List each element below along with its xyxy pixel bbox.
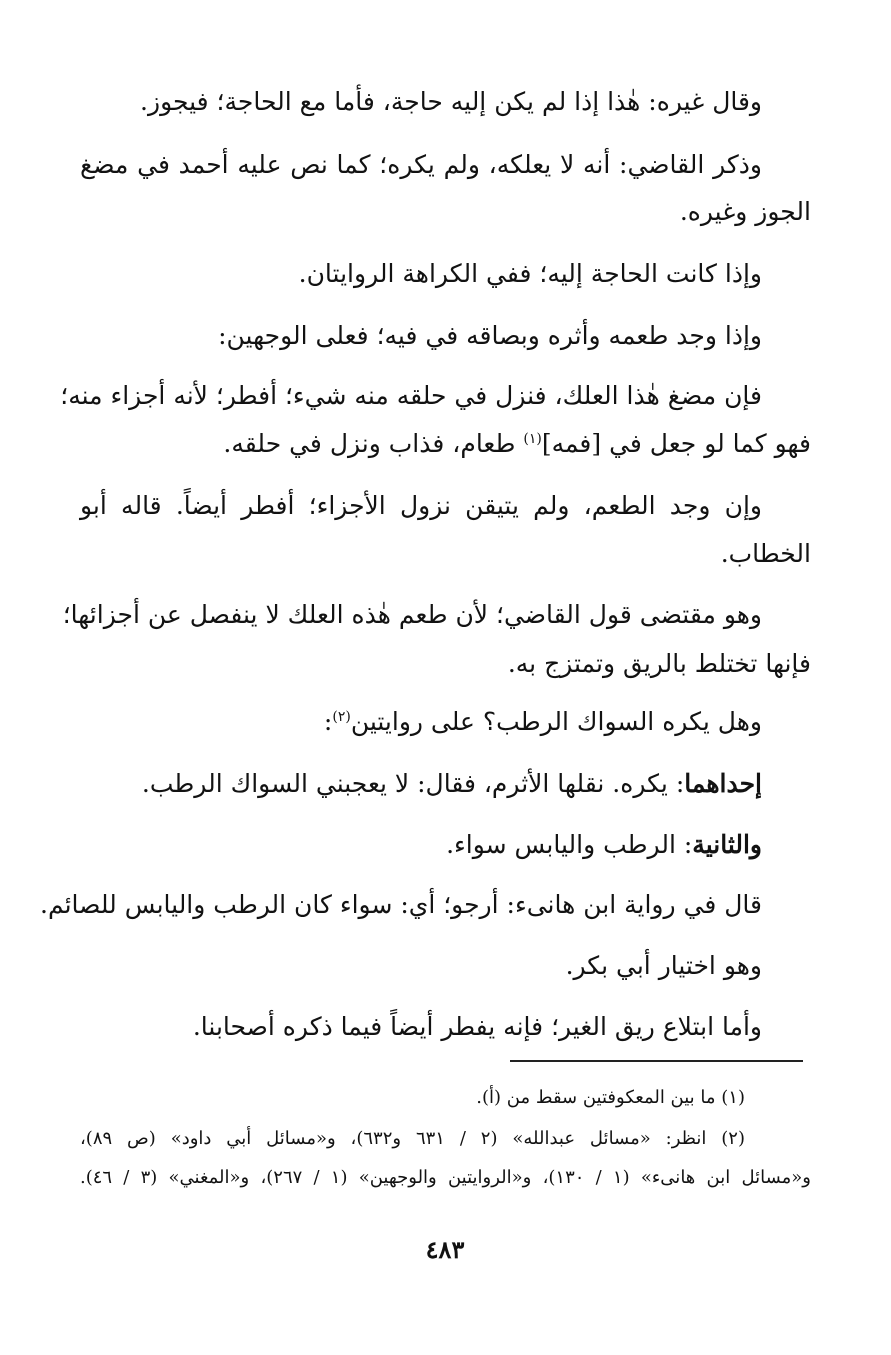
paragraph-7-line-1: وهو مقتضى قول القاضي؛ لأن طعم هٰذه العلك لا ينفصل عن أجزائها؛ xyxy=(62,600,762,629)
paragraph-8 xyxy=(80,706,811,737)
paragraph-11: قال في رواية ابن هانىء: أرجو؛ أي: سواء كان الرطب واليابس للصائم. xyxy=(40,890,762,919)
paragraph-8-before-footnote: وهل يكره السواك الرطب؟ على روايتين xyxy=(350,707,762,736)
paragraph-3: وإذا كانت الحاجة إليه؛ ففي الكراهة الروايتان. xyxy=(298,259,762,288)
paragraph-5-line-1: فإن مضغ هٰذا العلك، فنزل في حلقه منه شيء؛ أفطر؛ لأنه أجزاء منه؛ xyxy=(60,381,762,410)
first-narration-text: : يكره. نقلها الأثرم، فقال: لا يعجبني السواك الرطب. xyxy=(141,769,685,798)
second-narration-text: : الرطب واليابس سواء. xyxy=(446,830,693,859)
paragraph-2-line-2: الجوز وغيره. xyxy=(679,197,811,226)
footnote-marker-1: (١) xyxy=(523,431,542,447)
paragraph-5-line-2 xyxy=(80,428,811,459)
paragraph-6-line-1: وإن وجد الطعم، ولم يتيقن نزول الأجزاء؛ أفطر أيضاً. قاله أبو xyxy=(80,491,762,520)
paragraph-10 xyxy=(80,829,811,860)
paragraph-7-line-2: فإنها تختلط بالريق وتمتزج به. xyxy=(507,649,811,678)
paragraph-8-after-footnote: : xyxy=(323,707,333,736)
page-number: ٤٨٣ xyxy=(425,1235,465,1264)
paragraph-13: وأما ابتلاع ريق الغير؛ فإنه يفطر أيضاً فيما ذكره أصحابنا. xyxy=(192,1012,762,1041)
footnote-separator xyxy=(510,1060,803,1062)
footnote-2-line-1: (٢) انظر: «مسائل عبدالله» (٢ / ٦٣١ و٦٣٢)، و«مسائل أبي داود» (ص ٨٩)، xyxy=(80,1128,745,1149)
paragraph-12: وهو اختيار أبي بكر. xyxy=(565,951,762,980)
second-narration-label: والثانية xyxy=(692,830,762,859)
footnote-1: (١) ما بين المعكوفتين سقط من (أ). xyxy=(476,1087,745,1108)
paragraph-2-line-1: وذكر القاضي: أنه لا يعلكه، ولم يكره؛ كما نص عليه أحمد في مضغ xyxy=(80,150,762,179)
paragraph-5-after-footnote: طعام، فذاب ونزل في حلقه. xyxy=(223,429,524,458)
footnote-2-line-2: و«مسائل ابن هانىء» (١ / ١٣٠)، و«الروايتين والوجهين» (١ / ٢٦٧)، و«المغني» (٣ / ٤٦). xyxy=(80,1167,811,1188)
paragraph-4: وإذا وجد طعمه وأثره وبصاقه في فيه؛ فعلى الوجهين: xyxy=(218,321,762,350)
paragraph-5-before-footnote: فهو كما لو جعل في [فمه] xyxy=(541,429,811,458)
paragraph-1 xyxy=(80,86,811,117)
paragraph-9 xyxy=(80,768,811,799)
paragraph-1-text: وقال غيره: هٰذا إذا لم يكن إليه حاجة، فأما مع الحاجة؛ فيجوز. xyxy=(140,87,762,116)
first-narration-label: إحداهما xyxy=(684,769,762,798)
footnote-marker-2: (٢) xyxy=(332,709,351,725)
paragraph-6-line-2: الخطاب. xyxy=(720,539,811,568)
